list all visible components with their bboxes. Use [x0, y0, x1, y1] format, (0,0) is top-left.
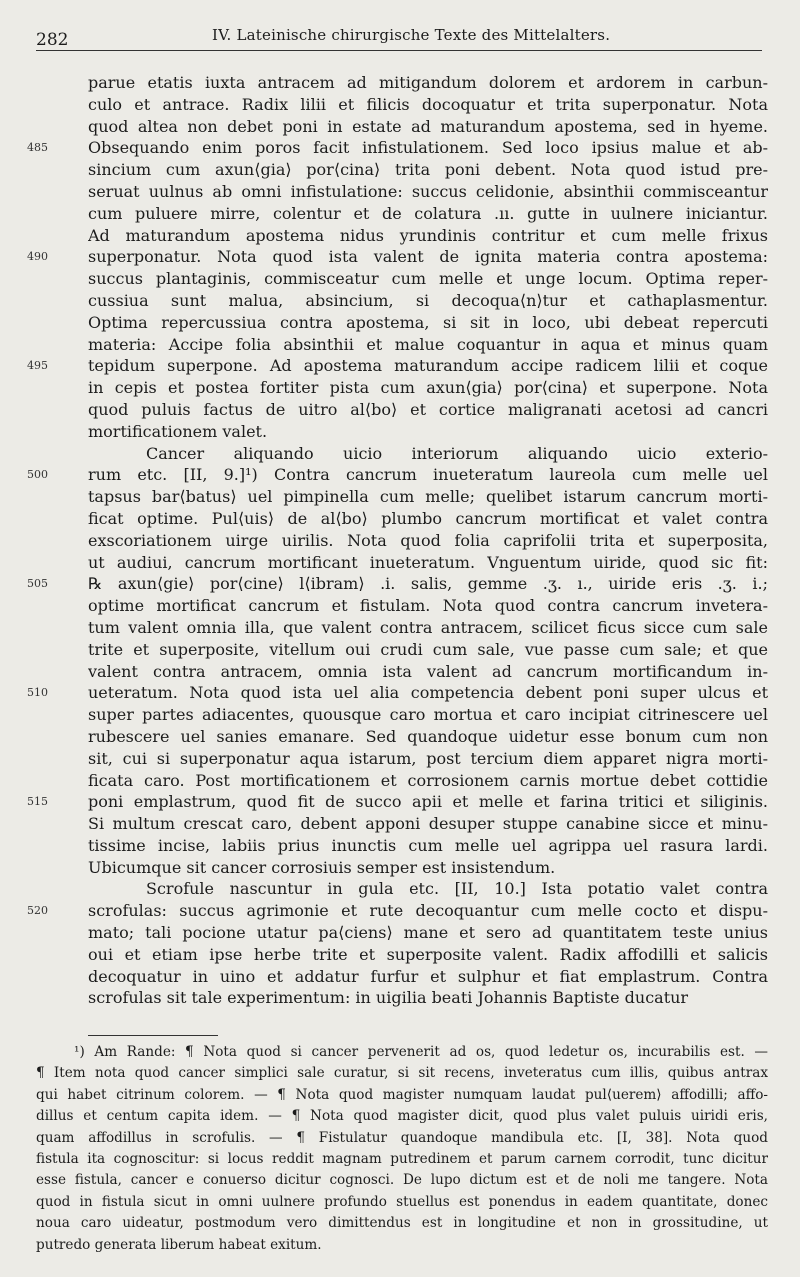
text-line: cussiua sunt malua, absincium, si decoqua⟨n⟩tur et cathaplasmentur. [88, 290, 768, 310]
footnote-rule [88, 1035, 218, 1036]
text-line: mato; tali pocione utatur pa⟨ciens⟩ mane et sero ad quantitatem teste unius [88, 923, 768, 943]
footnote-line: quod in fistula sicut in omni uulnere profundo stuellus est ponendus in eadem quantitate, donec [36, 1193, 768, 1210]
line-number: 510 [27, 686, 48, 700]
text-line: superponatur. Nota quod ista valent de ignita materia contra apostema: [88, 247, 768, 267]
text-line: tissime incise, labiis prius inunctis cum melle uel agrippa uel rasura lardi. [88, 835, 768, 855]
text-line: scrofulas: succus agrimonie et rute decoquantur cum melle cocto et dispu- [88, 901, 768, 921]
text-line: tum valent omnia illa, que valent contra antracem, scilicet ficus sicce cum sale [88, 617, 768, 637]
text-line: ℞ axun⟨gie⟩ por⟨cine⟩ l⟨ibram⟩ .i. salis, gemme .ʒ. ı., uiride eris .ʒ. i.; [88, 574, 768, 594]
text-line: trite et superposite, vitellum oui crudi cum sale, vue passe cum sale; et que [88, 639, 768, 659]
text-line: ficat optime. Pul⟨uis⟩ de al⟨bo⟩ plumbo cancrum mortificat et valet contra [88, 508, 768, 528]
footnote-line: fistula ita cognoscitur: si locus reddit magnam putredinem et parum carnem corrodit, tunc dicitur [36, 1150, 768, 1167]
text-line: poni emplastrum, quod fit de succo apii et melle et farina tritici et siliginis. [88, 792, 768, 812]
text-line: materia: Accipe folia absinthii et malue coquantur in aqua et minus quam [88, 334, 768, 354]
footnote-line: ¶ Item nota quod cancer simplici sale curatur, si sit recens, inveteratus cum illis, quibus antrax [36, 1065, 768, 1082]
line-number: 490 [27, 250, 48, 264]
line-number: 495 [27, 359, 48, 373]
text-line: culo et antrace. Radix lilii et filicis docoquatur et trita superponatur. Nota [88, 94, 768, 114]
line-number: 520 [27, 904, 48, 918]
footnote-line: putredo generata liberum habeat exitum. [36, 1236, 322, 1253]
text-line: Si multum crescat caro, debent apponi desuper stuppe canabine sicce et minu- [88, 814, 768, 834]
text-line: sincium cum axun⟨gia⟩ por⟨cina⟩ trita poni debent. Nota quod istud pre- [88, 160, 768, 180]
footnote-line: qui habet citrinum colorem. — ¶ Nota quod magister numquam laudat pul⟨uerem⟩ affodilli; affo- [36, 1086, 768, 1103]
main-text [88, 72, 768, 1009]
text-line: Ubicumque sit cancer corrosiuis semper est insistendum. [88, 857, 556, 877]
text-line: valent contra antracem, omnia ista valent ad cancrum mortificandum in- [88, 661, 768, 681]
text-line: cum puluere mirre, colentur et de colatura .ıı. gutte in uulnere iniciantur. [88, 203, 768, 223]
footnote-line: esse fistula, cancer e conuerso dicitur cognosci. De lupo dictum est et de noli me tangere. Nota [36, 1172, 768, 1189]
text-line: oui et etiam ipse herbe trite et superposite valent. Radix affodilli et salicis [88, 944, 768, 964]
text-line: exscoriationem uirge uirilis. Nota quod folia caprifolii trita et superposita, [88, 530, 768, 550]
line-number: 505 [27, 577, 48, 591]
text-line: tapsus bar⟨batus⟩ uel pimpinella cum melle; quelibet istarum cancrum morti- [88, 487, 768, 507]
text-line: super partes adiacentes, quousque caro mortua et caro incipiat citrinescere uel [88, 705, 768, 725]
text-line: sit, cui si superponatur aqua istarum, post tercium diem apparet nigra morti- [88, 748, 768, 768]
footnote-line: noua caro uideatur, postmodum vero dimittendus est in longitudine et non in grossitudine, ut [36, 1215, 768, 1232]
text-line: in cepis et postea fortiter pista cum axun⟨gia⟩ por⟨cina⟩ et superpone. Nota [88, 378, 768, 398]
running-title: IV. Lateinische chirurgische Texte des Mittelalters. [212, 26, 611, 44]
footnote-line: ¹) Am Rande: ¶ Nota quod si cancer pervenerit ad os, quod ledetur os, incurabilis est. — [74, 1044, 768, 1060]
line-number: 515 [27, 795, 48, 809]
line-number: 485 [27, 141, 48, 155]
text-line: mortificationem valet. [88, 421, 268, 441]
text-line: parue etatis iuxta antracem ad mitigandum dolorem et ardorem in carbun- [88, 73, 768, 92]
page-header [36, 26, 766, 52]
text-line: ficata caro. Post mortificationem et corrosionem carnis mortue debet cottidie [88, 770, 768, 790]
text-line: rubescere uel sanies emanare. Sed quandoque uidetur esse bonum cum non [88, 726, 768, 746]
footnotes [36, 1042, 768, 1256]
text-line: scrofulas sit tale experimentum: in uigilia beati Johannis Baptiste ducatur [88, 988, 689, 1008]
text-line: Optima repercussiua contra apostema, si sit in loco, ubi debeat repercuti [88, 312, 768, 332]
text-line: ut audiui, cancrum mortificant inueteratum. Vnguentum uiride, quod sic fit: [88, 552, 768, 572]
text-line: rum etc. [II, 9.]¹) Contra cancrum inueteratum laureola cum melle uel [88, 465, 768, 485]
text-line: quod puluis factus de uitro al⟨bo⟩ et cortice maligranati acetosi ad cancri [88, 399, 768, 419]
line-number: 500 [27, 468, 48, 482]
text-line: Scrofule nascuntur in gula etc. [II, 10.] Ista potatio valet contra [146, 879, 768, 899]
page-number: 282 [36, 30, 69, 50]
footnote-line: dillus et centum capita idem. — ¶ Nota quod magister dicit, quod plus valet puluis uiridi eris, [36, 1108, 768, 1125]
text-line: optime mortificat cancrum et fistulam. Nota quod contra cancrum invetera- [88, 596, 768, 616]
text-line: Cancer aliquando uicio interiorum aliquando uicio exterio- [146, 443, 768, 463]
footnote-line: quam affodillus in scrofulis. — ¶ Fistulatur quandoque mandibula etc. [I, 38]. Nota quod [36, 1129, 768, 1146]
text-line: quod altea non debet poni in estate ad maturandum apostema, sed in hyeme. [88, 116, 768, 136]
text-line: tepidum superpone. Ad apostema maturandum accipe radicem lilii et coque [88, 356, 768, 376]
header-rule [36, 50, 762, 51]
text-line: seruat uulnus ab omni infistulatione: succus celidonie, absinthii commisceantur [88, 181, 768, 201]
text-line: Ad maturandum apostema nidus yrundinis contritur et cum melle frixus [88, 225, 768, 245]
text-line: ueteratum. Nota quod ista uel alia competencia debent poni super ulcus et [88, 683, 768, 703]
text-line: Obsequando enim poros facit infistulationem. Sed loco ipsius malue et ab- [88, 138, 768, 158]
text-line: succus plantaginis, commisceatur cum melle et unge locum. Optima reper- [88, 269, 768, 289]
text-line: decoquatur in uino et addatur furfur et sulphur et fiat emplastrum. Contra [88, 966, 768, 986]
